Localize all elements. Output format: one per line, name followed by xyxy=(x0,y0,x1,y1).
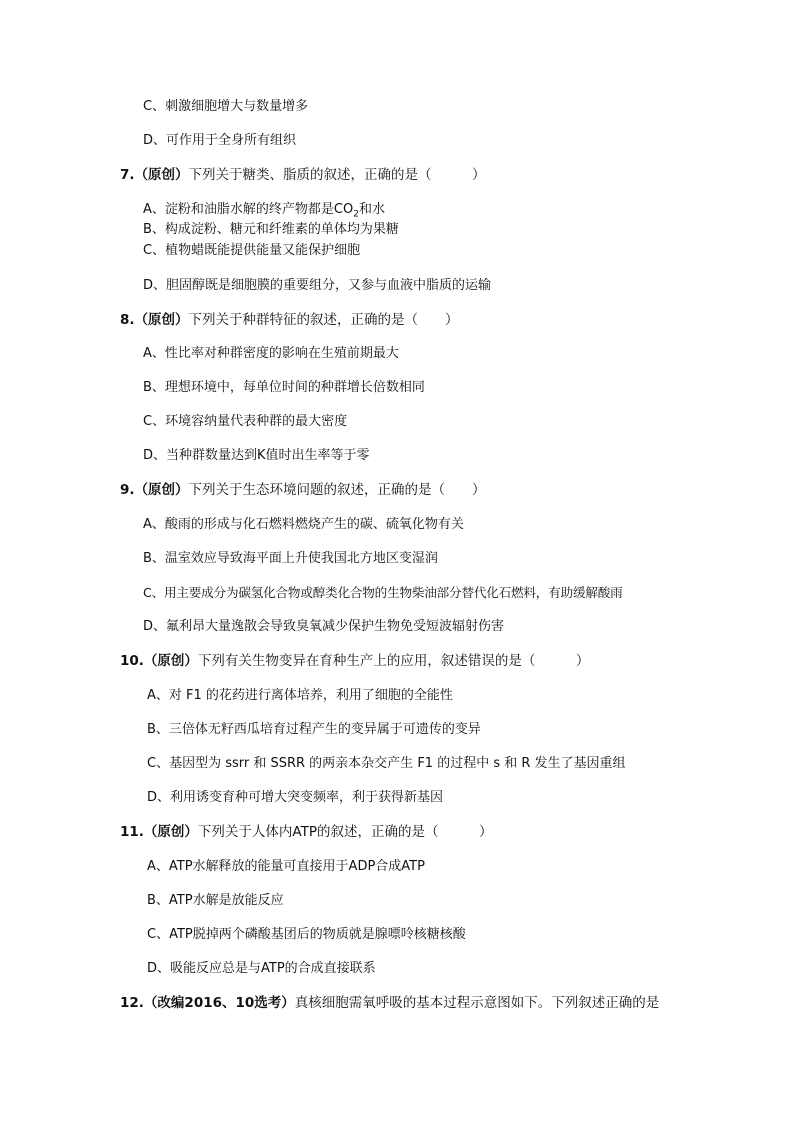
question-source-tag: （改编2016、10选考） xyxy=(143,995,295,1011)
q9-option-a: A、酸雨的形成与化石燃料燃烧产生的碳、硫氧化物有关 xyxy=(143,517,464,532)
q7-option-a-text: A、淀粉和油脂水解的终产物都是CO xyxy=(143,202,354,217)
question-11 xyxy=(120,823,493,841)
question-text: 下列有关生物变异在育种生产上的应用，叙述错误的是（ ） xyxy=(197,653,590,669)
question-9 xyxy=(120,481,486,499)
question-number: 8. xyxy=(120,312,135,328)
question-source-tag: （原创） xyxy=(134,312,189,328)
question-source-tag: （原创） xyxy=(143,653,198,669)
question-text: 真核细胞需氧呼吸的基本过程示意图如下。下列叙述正确的是 xyxy=(294,995,660,1011)
q10-option-b: B、三倍体无籽西瓜培育过程产生的变异属于可遗传的变异 xyxy=(147,722,481,737)
question-text: 下列关于人体内ATP的叙述，正确的是（ ） xyxy=(197,824,493,840)
question-number: 7. xyxy=(120,167,135,183)
question-8 xyxy=(120,311,459,329)
q11-option-c: C、ATP脱掉两个磷酸基团后的物质就是腺嘌呤核糖核酸 xyxy=(147,927,466,942)
question-text: 下列关于糖类、脂质的叙述，正确的是（ ） xyxy=(188,167,486,183)
q10-option-d: D、利用诱变育种可增大突变频率，利于获得新基因 xyxy=(147,790,444,805)
q7-option-b: B、构成淀粉、糖元和纤维素的单体均为果糖 xyxy=(143,222,399,237)
q6-option-c: C、刺激细胞增大与数量增多 xyxy=(143,99,309,114)
question-source-tag: （原创） xyxy=(134,482,189,498)
question-number: 11. xyxy=(120,824,144,840)
question-7 xyxy=(120,166,486,184)
question-number: 12. xyxy=(120,995,144,1011)
question-text: 下列关于种群特征的叙述，正确的是（ ） xyxy=(188,312,459,328)
q8-option-c: C、环境容纳量代表种群的最大密度 xyxy=(143,414,348,429)
q11-option-d: D、吸能反应总是与ATP的合成直接联系 xyxy=(147,961,376,976)
subscript: 2 xyxy=(353,209,359,220)
question-text: 下列关于生态环境问题的叙述，正确的是（ ） xyxy=(188,482,486,498)
q7-option-c: C、植物蜡既能提供能量又能保护细胞 xyxy=(143,243,361,258)
q6-option-d: D、可作用于全身所有组织 xyxy=(143,133,297,148)
q7-option-a-text-end: 和水 xyxy=(358,202,385,217)
question-source-tag: （原创） xyxy=(134,167,189,183)
q8-option-b: B、理想环境中，每单位时间的种群增长倍数相同 xyxy=(143,380,425,395)
q11-option-b: B、ATP水解是放能反应 xyxy=(147,893,284,908)
q9-option-c: C、用主要成分为碳氢化合物或醇类化合物的生物柴油部分替代化石燃料，有助缓解酸雨 xyxy=(143,585,623,600)
q8-option-a: A、性比率对种群密度的影响在生殖前期最大 xyxy=(143,346,399,361)
question-number: 9. xyxy=(120,482,135,498)
q9-option-d: D、氟利昂大量逸散会导致臭氧减少保护生物免受短波辐射伤害 xyxy=(143,619,505,634)
question-12 xyxy=(120,994,659,1012)
q11-option-a: A、ATP水解释放的能量可直接用于ADP合成ATP xyxy=(147,859,425,874)
q7-option-d: D、胆固醇既是细胞膜的重要组分，又参与血液中脂质的运输 xyxy=(143,278,492,293)
q9-option-b: B、温室效应导致海平面上升使我国北方地区变湿润 xyxy=(143,551,438,566)
q7-option-a xyxy=(143,201,385,219)
q8-option-d: D、当种群数量达到K值时出生率等于零 xyxy=(143,448,370,463)
question-source-tag: （原创） xyxy=(143,824,198,840)
question-10 xyxy=(120,652,589,670)
q10-option-a: A、对 F1 的花药进行离体培养，利用了细胞的全能性 xyxy=(147,688,453,703)
q10-option-c: C、基因型为 ssrr 和 SSRR 的两亲本杂交产生 F1 的过程中 s 和 R 发生了基因重组 xyxy=(147,756,626,771)
question-number: 10. xyxy=(120,653,144,669)
